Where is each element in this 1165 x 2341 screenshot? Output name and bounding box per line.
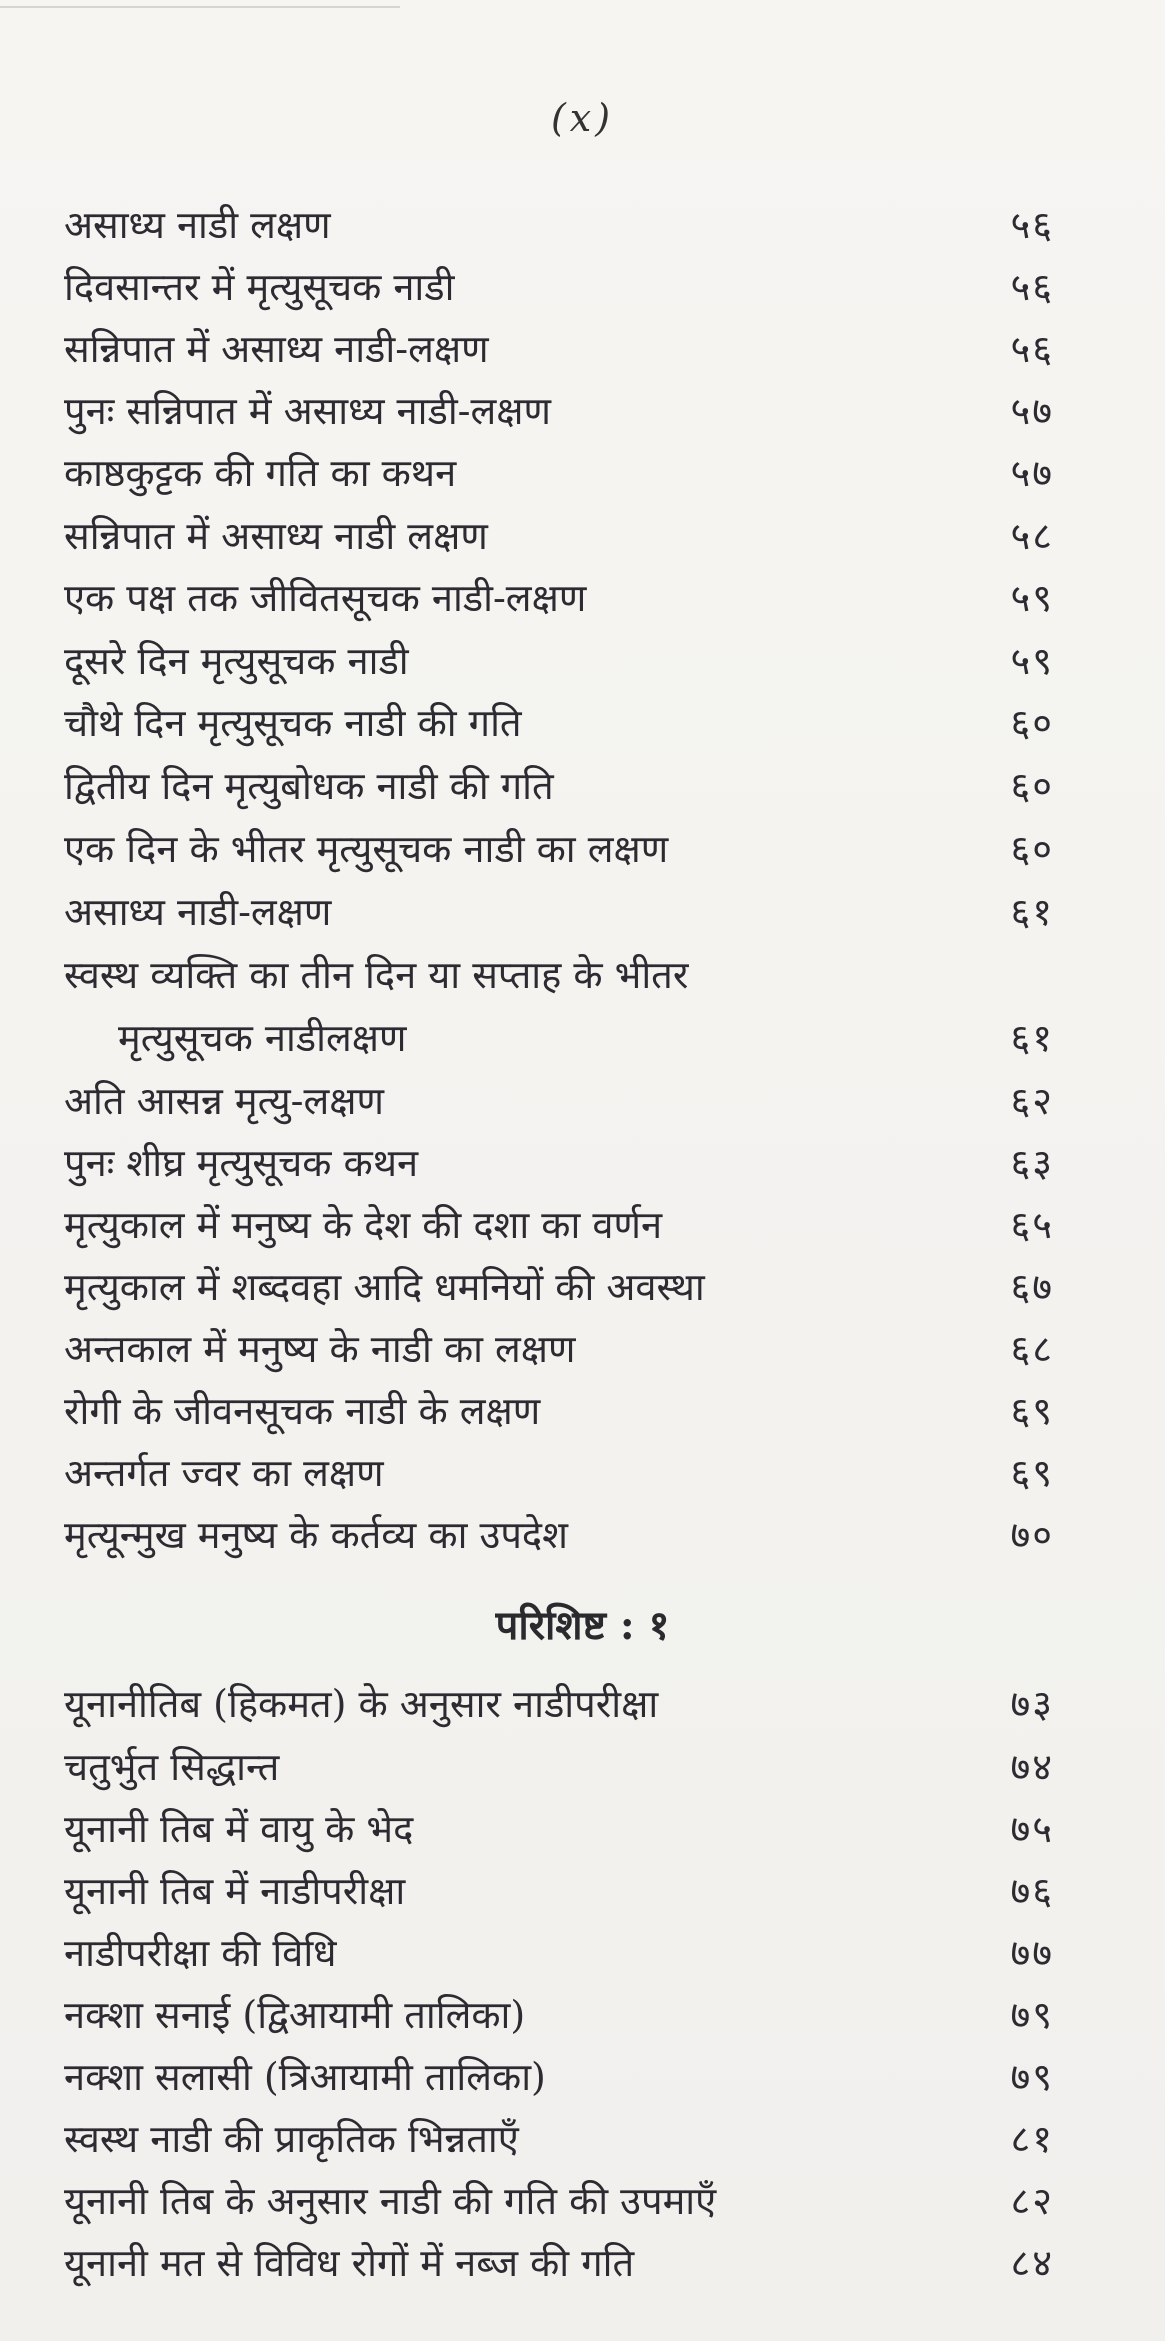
toc-entry <box>64 258 1054 320</box>
toc-entry <box>64 1738 1054 1800</box>
page-edge-line <box>0 0 400 8</box>
toc-entry-title: सन्निपात में असाध्य नाडी-लक्षण <box>64 327 489 371</box>
toc-entry <box>64 2234 1054 2296</box>
toc-entry-page: ६३ <box>1010 1141 1054 1185</box>
toc-entry-page: ६९ <box>1010 1389 1054 1433</box>
toc-entry <box>64 883 1054 945</box>
toc-entry-title: नाडीपरीक्षा की विधि <box>64 1931 337 1975</box>
toc-entry-title: अन्तकाल में मनुष्य के नाडी का लक्षण <box>64 1327 576 1371</box>
toc-entry <box>64 1258 1054 1320</box>
toc-entry-title: एक पक्ष तक जीवितसूचक नाडी-लक्षण <box>64 576 587 620</box>
toc-entry-title: असाध्य नाडी-लक्षण <box>64 890 332 934</box>
toc-entry-title: एक दिन के भीतर मृत्युसूचक नाडी का लक्षण <box>64 827 669 871</box>
toc-entry-page: ७७ <box>1010 1931 1054 1975</box>
toc-entry-title: द्वितीय दिन मृत्युबोधक नाडी की गति <box>64 764 554 808</box>
toc-entry-title: यूनानी तिब में वायु के भेद <box>64 1807 414 1851</box>
toc-entry-page: ६१ <box>1010 890 1054 934</box>
toc-entry <box>64 2110 1054 2172</box>
toc-entry <box>64 1444 1054 1506</box>
toc-entry-page: ६१ <box>1010 1016 1054 1060</box>
toc-entry-title: अन्तर्गत ज्वर का लक्षण <box>64 1451 384 1495</box>
toc-entry <box>64 1986 1054 2048</box>
toc-entry <box>64 1072 1054 1134</box>
toc-entry-page: ७९ <box>1010 2055 1054 2099</box>
toc-entry-page: ७५ <box>1010 1807 1054 1851</box>
toc-entry-page: ८२ <box>1010 2179 1054 2223</box>
toc-entry-title: सन्निपात में असाध्य नाडी लक्षण <box>64 514 488 558</box>
page-number: (x) <box>550 96 615 140</box>
toc-entry-title: मृत्युसूचक नाडीलक्षण <box>118 1016 407 1060</box>
toc-entry-page: ६९ <box>1010 1451 1054 1495</box>
toc-entry <box>64 1675 1054 1737</box>
toc-entry-title: स्वस्थ व्यक्ति का तीन दिन या सप्ताह के भीतर <box>64 953 689 997</box>
toc-entry <box>64 2048 1054 2110</box>
toc-entry-title: नक्शा सनाई (द्विआयामी तालिका) <box>64 1993 526 2037</box>
toc-entry <box>64 320 1054 382</box>
toc-entry <box>64 2172 1054 2234</box>
toc-entry <box>64 1009 1054 1071</box>
toc-entry-page: ५७ <box>1010 389 1054 433</box>
toc-entry-page: ६८ <box>1010 1327 1054 1371</box>
toc-entry <box>64 1924 1054 1986</box>
toc-entry <box>64 1382 1054 1444</box>
toc-entry <box>64 946 1054 1008</box>
toc-entry-title: अति आसन्न मृत्यु-लक्षण <box>64 1079 384 1123</box>
toc-entry-page: ८१ <box>1010 2117 1054 2161</box>
toc-entry-page: ५६ <box>1010 327 1054 371</box>
toc-entry <box>64 1196 1054 1258</box>
toc-entry-title: यूनानी तिब में नाडीपरीक्षा <box>64 1869 406 1913</box>
toc-entry-page: ५७ <box>1010 451 1054 495</box>
toc-entry <box>64 1134 1054 1196</box>
toc-entry <box>64 820 1054 882</box>
toc-entry <box>64 382 1054 444</box>
toc-entry <box>64 1320 1054 1382</box>
toc-entry <box>64 1506 1054 1568</box>
toc-entry-title: चौथे दिन मृत्युसूचक नाडी की गति <box>64 701 522 745</box>
toc-entry-page: ६७ <box>1010 1265 1054 1309</box>
toc-entry <box>64 507 1054 569</box>
toc-entry-page: ७३ <box>1010 1682 1054 1726</box>
section-heading: परिशिष्ट : १ <box>495 1602 670 1649</box>
toc-entry-title: यूनानीतिब (हिकमत) के अनुसार नाडीपरीक्षा <box>64 1682 659 1726</box>
toc-entry-page: ८४ <box>1010 2241 1054 2285</box>
toc-entry-page: ६० <box>1010 701 1054 745</box>
toc-entry-page: ५९ <box>1010 576 1054 620</box>
toc-entry-page: ५६ <box>1010 203 1054 247</box>
toc-entry-title: स्वस्थ नाडी की प्राकृतिक भिन्नताएँ <box>64 2117 519 2161</box>
toc-entry <box>64 757 1054 819</box>
toc-entry-page: ६५ <box>1010 1203 1054 1247</box>
toc-entry <box>64 569 1054 631</box>
toc-entry-title: यूनानी मत से विविध रोगों में नब्ज की गति <box>64 2241 635 2285</box>
toc-entry-title: नक्शा सलासी (त्रिआयामी तालिका) <box>64 2055 546 2099</box>
toc-entry-title: काष्ठकुट्टक की गति का कथन <box>64 451 457 495</box>
toc-entry-page: ६० <box>1010 827 1054 871</box>
toc-entry-page: ७४ <box>1010 1745 1054 1789</box>
toc-entry-page: ६२ <box>1010 1079 1054 1123</box>
toc-entry-title: यूनानी तिब के अनुसार नाडी की गति की उपमाएँ <box>64 2179 717 2223</box>
toc-entry <box>64 694 1054 756</box>
toc-entry-title: दूसरे दिन मृत्युसूचक नाडी <box>64 639 409 683</box>
toc-entry-title: मृत्युकाल में शब्दवहा आदि धमनियों की अवस्था <box>64 1265 705 1309</box>
toc-entry <box>64 444 1054 506</box>
toc-entry-page: ६० <box>1010 764 1054 808</box>
toc-entry-title: चतुर्भुत सिद्धान्त <box>64 1745 280 1789</box>
toc-entry-page: ५९ <box>1010 639 1054 683</box>
toc-entry-page: ७६ <box>1010 1869 1054 1913</box>
toc-entry-title: दिवसान्तर में मृत्युसूचक नाडी <box>64 265 455 309</box>
toc-entry <box>64 196 1054 258</box>
toc-entry-page: ५६ <box>1010 265 1054 309</box>
toc-entry-page: ७० <box>1010 1513 1054 1557</box>
toc-entry-title: पुनः शीघ्र मृत्युसूचक कथन <box>64 1141 419 1185</box>
toc-entry-page: ७९ <box>1010 1993 1054 2037</box>
toc-entry <box>64 1800 1054 1862</box>
toc-entry <box>64 1862 1054 1924</box>
toc-entry-title: मृत्यून्मुख मनुष्य के कर्तव्य का उपदेश <box>64 1513 568 1557</box>
toc-entry-title: रोगी के जीवनसूचक नाडी के लक्षण <box>64 1389 541 1433</box>
toc-entry <box>64 632 1054 694</box>
toc-entry-title: पुनः सन्निपात में असाध्य नाडी-लक्षण <box>64 389 551 433</box>
toc-entry-title: मृत्युकाल में मनुष्य के देश की दशा का वर्णन <box>64 1203 663 1247</box>
toc-entry-title: असाध्य नाडी लक्षण <box>64 203 331 247</box>
toc-entry-page: ५८ <box>1010 514 1054 558</box>
